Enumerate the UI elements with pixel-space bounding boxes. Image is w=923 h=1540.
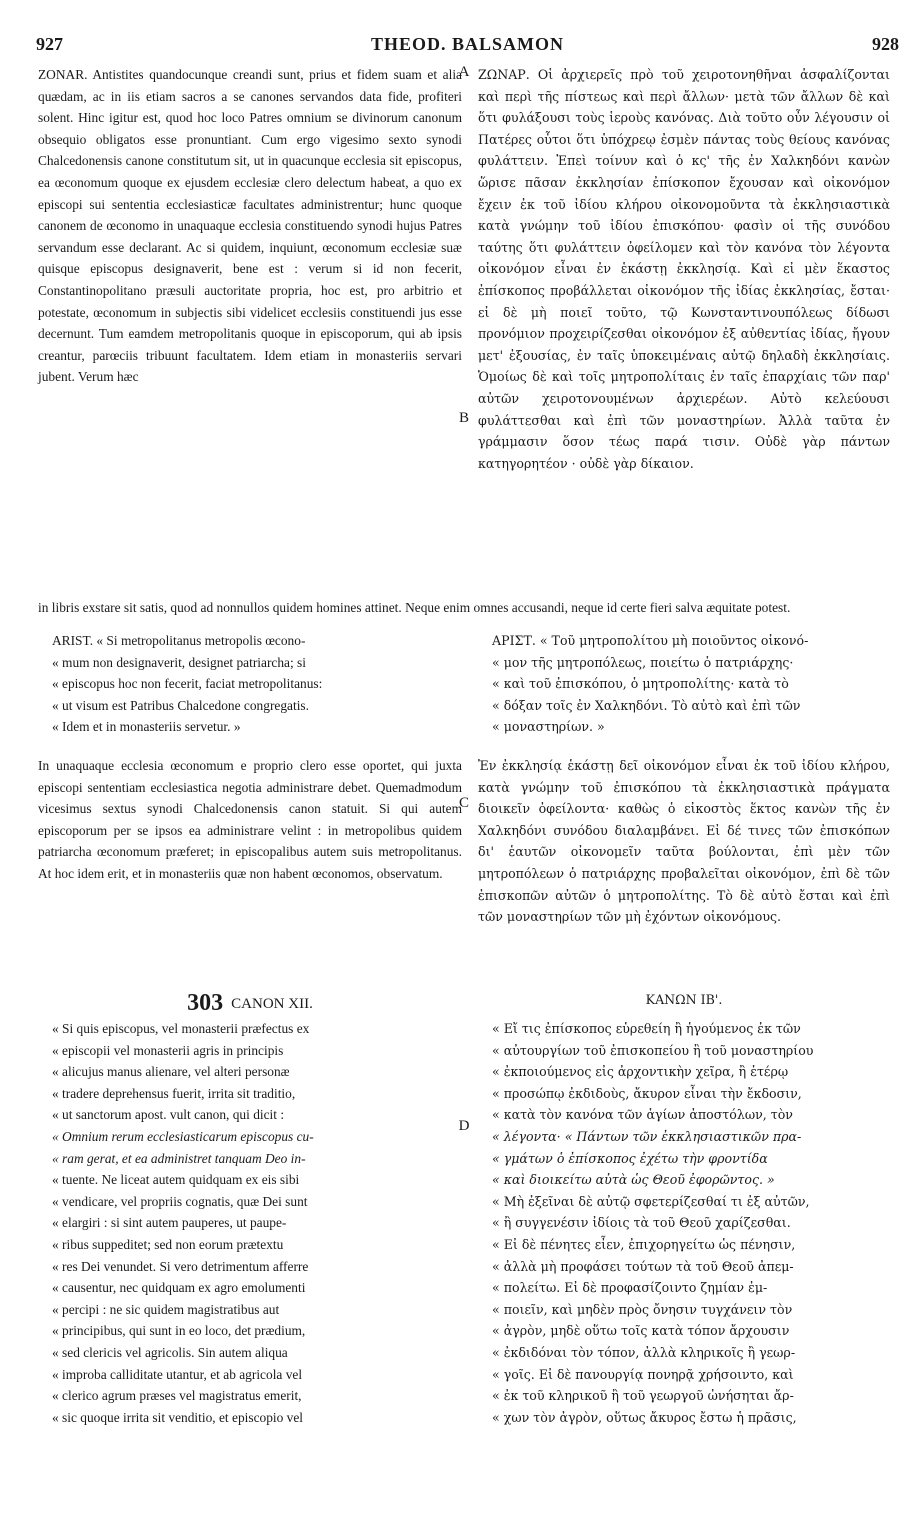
canon-line: « ἢ συγγενέσιν ἰδίοις τὰ τοῦ Θεοῦ χαρίζεσθαι. (492, 1215, 791, 1231)
aristenus-latin (38, 630, 462, 738)
canon-line: « episcopii vel monasterii agris in principis (52, 1042, 284, 1058)
canon-line: « tuente. Ne liceat autem quidquam ex eis sibi (52, 1172, 300, 1188)
canon-line: « κατὰ τὸν κανόνα τῶν ἁγίων ἀποστόλων, τὸν (492, 1107, 793, 1123)
margin-marker-c: C (458, 795, 469, 811)
canon-line: « sed clericis vel agricolis. Sin autem aliqua (52, 1344, 288, 1360)
canon-line: « tradere deprehensus fuerit, irrita sit traditio, (52, 1085, 296, 1101)
quote-line: « μοναστηρίων. » (492, 719, 605, 735)
canon-line: « Εἴ τις ἐπίσκοπος εὑρεθείη ἢ ἡγούμενος ἐκ τῶν (492, 1021, 801, 1036)
canon-line: « res Dei venundet. Si vero detrimentum afferre (52, 1258, 309, 1274)
canon-line: « percipi : ne sic quidem magistratibus aut (52, 1301, 280, 1317)
canon-line: « καὶ διοικείτω αὐτὰ ὡς Θεοῦ ἐφορῶντος. » (492, 1172, 775, 1188)
canon-line: « ribus suppeditet; sed non eorum prætextu (52, 1236, 284, 1252)
page-number-left: 927 (36, 34, 63, 54)
canon-line: « elargiri : si sint autem pauperes, ut paupe- (52, 1215, 287, 1231)
canon-line: « improba calliditate utantur, et ab agricola vel (52, 1366, 303, 1382)
canon-line: « χων τὸν ἀγρὸν, οὕτως ἄκυρος ἔστω ἡ πρᾶσις, (492, 1409, 797, 1425)
canon-line: « sic quoque irrita sit venditio, et episcopio vel (52, 1409, 304, 1425)
quote-line: « δόξαν τοῖς ἐν Χαλκηδόνι. Τὸ αὐτὸ καὶ ἐπὶ τῶν (492, 697, 801, 713)
canon-line: « Εἰ δὲ πένητες εἶεν, ἐπιχορηγείτω ὡς πένησιν, (492, 1236, 796, 1252)
paragraph: in libris exstare sit satis, quod ad nonnullos quidem homines attinet. Neque enim omnes accusandi, neque id certe fieri salva æquitate potest. (38, 600, 791, 616)
quote-line: ARIST. « Si metropolitanus metropolis œcono- (52, 633, 306, 648)
paragraph: In unaquaque ecclesia œconomum e proprio clero esse oportet, qui juxta episcopi sententiam ecclesiastica negotia administrare debet. Quemadmodum vicesimus sextus synodi Chalcedonensis canon statuit. Si qui autem episcoporum per se ipsos ea administrare velint : in metropolibus quidem patriarcha œconomum præferet; in episcopalibus autem suis metropolitanus. At hoc idem erit, et in monasteriis quæ non habent œconomos, observatum. (38, 758, 462, 881)
canon-heading-greek (478, 992, 890, 1007)
canon-title-greek: ΚΑΝΩΝ ΙΒ'. (645, 992, 723, 1007)
quote-line: « episcopus hoc non fecerit, faciat metropolitanus: (52, 676, 323, 692)
paragraph: ΖΩΝΑΡ. Οἱ ἀρχιερεῖς πρὸ τοῦ χειροτονηθῆναι ἀσφαλίζονται καὶ περὶ τῆς πίστεως καὶ περὶ ἄλλων· μετὰ τῶν ἄλλων δὲ καὶ ὅτι φυλάξουσι τοὺς ἱεροὺς κανόνας. Διὰ τοῦτο οὖν λέγουσιν οἱ Πατέρες οὗτοι ὅτι ὑπόχρεῳ ἐσμὲν πάντας τοὺς θείους κανόνας φυλάττειν. Ἐπεὶ τοίνυν καὶ ὁ κς' τῆς ἐν Χαλκηδόνι κανὼν ὥρισε πᾶσαν ἐκκλησίαν ἐπίσκοπον ἔχουσαν καὶ οἰκονόμον ἔχειν ἐκ τοῦ ἰδίου κλήρου οἰκονομοῦντα τὰ ἐκκλησιαστικὰ κατὰ γνώμην τοῦ ἰδίου ἐπισκόπου· φασὶν οἱ τῆς συνόδου ταύτης ὅτι φυλάττειν ὀφείλομεν καὶ τὸν κανόνα τὸν λέγοντα οἰκονόμον εἶναι ἐν ἑκάστῃ ἐκκλησίᾳ. Καὶ εἰ μὲν ἕκαστος ἐπίσκοπος προβάλλεται οἰκονόμον τῆς ἰδίας ἐκκλησίας, ἔσται· εἰ δὲ μὴ ποιεῖ τοῦτο, τῷ Κωνσταντινουπόλεως δίδωσι προνόμιον προχειρίζεσθαι οἰκονόμον ἐξ αὐθεντίας ἰδίας, ἤγουν μετ' ἐξουσίας, ἐν ταῖς ὑποκειμέναις αὐτῷ δηλαδὴ ἐκκλησίαις. Ὁμοίως δὲ καὶ τοῖς μητροπολίταις ἐν ταῖς ἐπαρχίαις τῶν παρ' αὐτῶν χειροτονουμένων ἀρχιερέων. Αὐτὸ κελεύουσι φυλάττεσθαι καὶ ἐπὶ τῶν μοναστηρίων. Ἀλλὰ ταῦτα ἐν γράμμασιν ὅσον τέως παρά τισιν. Οὐδὲ γὰρ πάντων κατηγορητέον · οὐδὲ γὰρ δίκαιον. (478, 67, 890, 471)
canon-line: « clerico agrum præses vel magistratus emerit, (52, 1388, 302, 1404)
paragraph: ZONAR. Antistites quandocunque creandi sunt, prius et fidem suam et alia quædam, ac in iis etiam sacros a se canones servandos data fide, profiteri solent. Hinc igitur est, quod hoc loco Patres omnium se divinorum canonum obsequio obligatos esse pronuntiant. Cum ergo vigesimo sexto synodi Chalcedonensis canone constitutum sit, ut in quacunque ecclesia sit episcopus, ea œconomum quoque ex ejusdem ecclesiæ clero delectum habeat, a quo ex episcopi sui sententia ecclesiasticæ facultates administrentur; hunc quoque canonem de œconomo in unaquaque ecclesia constituendo synodi hujus Patres servandum esse declarant. Ac si quidem, inquiunt, œconomum ecclesiæ suæ quisque episcopus designaverit, bene est : verum si id non fecerit, Constantinopolitano præsuli auctoritate propria, hoc est, pro arbitrio et potestate, œconomum in subjectis sibi videlicet ecclesiis constituendi jus esse decernunt. Tum eamdem metropolitanis quoque in episcoporum, qui ab ipsis creantur, parœciis tribuunt facultatem. Idem etiam in monasteriis servari jubent. Verum hæc (38, 67, 462, 385)
aristenus-greek (478, 630, 890, 738)
canon-line: « ποιεῖν, καὶ μηδὲν πρὸς ὄνησιν τυγχάνειν τὸν (492, 1301, 793, 1317)
canon-line: « ἐκδιδόναι τὸν τόπον, ἀλλὰ κληρικοῖς ἢ γεωρ- (492, 1344, 796, 1360)
canon-line: « ἐκ τοῦ κληρικοῦ ἢ τοῦ γεωργοῦ ὠνήσηται ἄρ- (492, 1388, 794, 1404)
canon-line: « ut sanctorum apost. vult canon, qui dicit : (52, 1107, 285, 1123)
canon-line: « principibus, qui sunt in eo loco, det prædium, (52, 1323, 306, 1339)
canon-line: « causentur, nec quidquam ex agro emolumenti (52, 1280, 306, 1296)
canon-column-number: 303 (187, 990, 224, 1016)
canon-line: « alicujus manus alienare, vel alteri personæ (52, 1064, 290, 1080)
canon-line: « ἀλλὰ μὴ προφάσει τούτων τὰ τοῦ Θεοῦ ἀπεμ- (492, 1258, 794, 1274)
canon-text-greek (478, 1018, 890, 1428)
zonaras-greek-commentary (478, 64, 890, 474)
canon-heading-latin (38, 990, 462, 1017)
quote-line: « Idem et in monasteriis servetur. » (52, 719, 241, 735)
paragraph: Ἐν ἐκκλησίᾳ ἑκάστῃ δεῖ οἰκονόμον εἶναι ἐκ τοῦ ἰδίου κλήρου, κατὰ γνώμην τοῦ ἐπισκόπου τὰ ἐκκλησιαστικὰ πράγματα διοικεῖν ὀφείλοντα· καθὼς ὁ εἰκοστὸς ἕκτος κανὼν τῆς ἐν Χαλκηδόνι συνόδου διαλαμβάνει. Εἰ δέ τινες τῶν ἐπισκόπων δι' ἑαυτῶν οἰκονομεῖν ταῦτα βούλονται, ἐπὶ μὲν τῶν μητροπόλεων ὁ πατριάρχης προβαλεῖται οἰκονόμον, ἐπὶ δὲ τῶν ἐπισκοπῶν αὐτῶν ὁ μητροπολίτης. Τὸ δὲ αὐτὸ ἔσται καὶ ἐπὶ τῶν μοναστηρίων τῶν μὴ ἐχόντων οἰκονόμους. (478, 758, 890, 925)
canon-line: « λέγοντα· « Πάντων τῶν ἐκκλησιαστικῶν πρα- (492, 1128, 802, 1144)
margin-marker-d: D (458, 1118, 470, 1134)
canon-title-latin: CANON XII. (231, 996, 313, 1012)
summary-greek (478, 755, 890, 928)
canon-line: « ram gerat, et ea administret tanquam Deo in- (52, 1150, 306, 1166)
page-number-right: 928 (872, 34, 899, 54)
quote-line: « ut visum est Patribus Chalcedone congregatis. (52, 697, 309, 713)
zonaras-latin-commentary (38, 64, 462, 388)
quote-line: « mum non designaverit, designet patriarcha; si (52, 654, 306, 670)
canon-line: « προσώπῳ ἐκδιδοὺς, ἄκυρον εἶναι τὴν ἔκδοσιν, (492, 1085, 802, 1101)
quote-line: ΑΡΙΣΤ. « Τοῦ μητροπολίτου μὴ ποιοῦντος οἰκονό- (492, 633, 809, 648)
latin-continuation (38, 584, 890, 632)
running-title: THEOD. BALSAMON (370, 34, 565, 54)
summary-latin (38, 755, 462, 885)
canon-line: « αὐτουργίων τοῦ ἐπισκοπείου ἢ τοῦ μοναστηρίου (492, 1042, 814, 1058)
canon-line: « ἐκποιούμενος εἰς ἀρχοντικὴν χεῖρα, ἢ ἑτέρῳ (492, 1064, 789, 1080)
canon-line: « Μὴ ἐξεῖναι δὲ αὐτῷ σφετερίζεσθαί τι ἐξ αὐτῶν, (492, 1193, 810, 1209)
canon-line: « Si quis episcopus, vel monasterii præfectus ex (52, 1021, 310, 1036)
running-head (36, 34, 899, 58)
quote-line: « καὶ τοῦ ἐπισκόπου, ὁ μητροπολίτης· κατὰ τὸ (492, 676, 789, 692)
margin-marker-a: A (458, 64, 470, 80)
canon-line: « vendicare, vel propriis cognatis, quæ Dei sunt (52, 1193, 308, 1209)
canon-line: « γμάτων ὁ ἐπίσκοπος ἐχέτω τὴν φροντίδα (492, 1150, 768, 1166)
margin-marker-b: B (458, 410, 469, 426)
canon-line: « ἀγρὸν, μηδὲ οὕτω τοῖς κατὰ τόπον ἄρχουσιν (492, 1323, 790, 1339)
quote-line: « μον τῆς μητροπόλεως, ποιείτω ὁ πατριάρχης· (492, 654, 794, 670)
canon-text-latin (38, 1018, 462, 1428)
canon-line: « γοῖς. Εἰ δὲ πανουργίᾳ πονηρᾷ χρήσοιντο, καὶ (492, 1366, 794, 1382)
canon-line: « πολείτω. Εἰ δὲ προφασίζοιντο ζημίαν ἐμ- (492, 1280, 768, 1296)
canon-line: « Omnium rerum ecclesiasticarum episcopus cu- (52, 1128, 314, 1144)
